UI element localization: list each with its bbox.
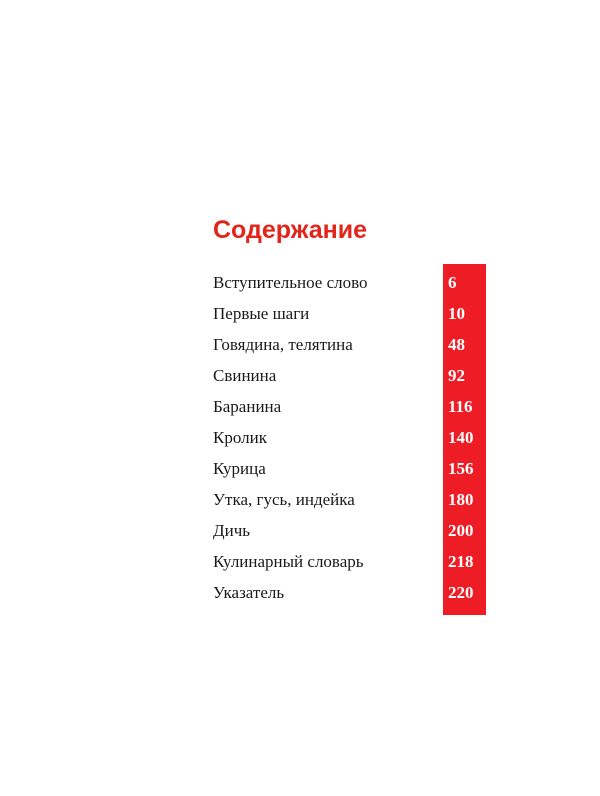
toc-entry-page-number: 140 [448,428,474,447]
toc-entry-page-number: 6 [448,273,457,292]
toc-entry-page-number: 116 [448,397,473,416]
toc-entry[interactable] [213,360,486,391]
toc-entry[interactable] [213,515,486,546]
toc-entry-title: Говядина, телятина [213,335,353,354]
toc-entry-page-number: 48 [448,335,465,354]
toc-entry-page-number: 218 [448,552,474,571]
toc-entry-title: Утка, гусь, индейка [213,490,355,509]
toc-entry[interactable] [213,422,486,453]
toc-entry[interactable] [213,484,486,515]
toc-entry-title: Свинина [213,366,277,385]
toc-entry[interactable] [213,453,486,484]
toc-entry-page-number: 220 [448,583,474,602]
toc-entry-title: Курица [213,459,266,478]
toc-entry[interactable] [213,329,486,360]
toc-entry[interactable] [213,577,486,608]
toc-entry[interactable] [213,391,486,422]
toc-entry-title: Дичь [213,521,250,540]
page-title: Содержание [213,216,368,244]
toc-entry-page-number: 92 [448,366,465,385]
toc-entry-title: Вступительное слово [213,273,368,292]
toc-entry[interactable] [213,298,486,329]
toc-entry-page-number: 156 [448,459,474,478]
toc-entry-page-number: 200 [448,521,474,540]
toc-list [213,267,486,608]
toc-entry[interactable] [213,267,486,298]
toc-entry-title: Указатель [213,583,285,602]
toc-entry-page-number: 180 [448,490,474,509]
toc-entry-page-number: 10 [448,304,465,323]
toc-entry-title: Первые шаги [213,304,310,323]
toc-entry-title: Кулинарный словарь [213,552,364,571]
toc-entry[interactable] [213,546,486,577]
toc-entry-title: Баранина [213,397,282,416]
toc-entry-title: Кролик [213,428,267,447]
